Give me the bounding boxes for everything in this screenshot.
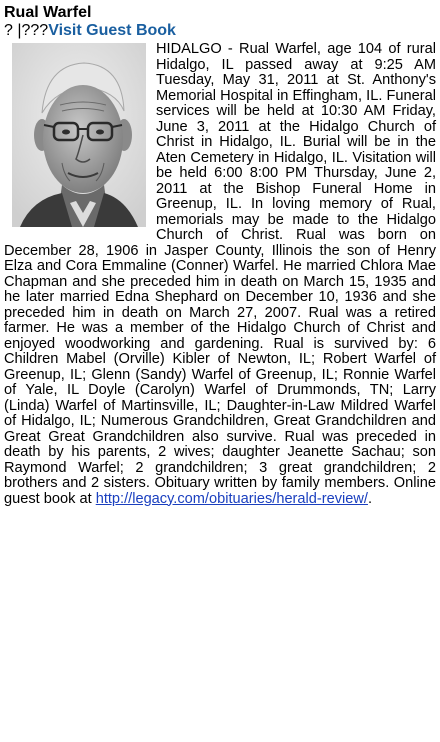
deceased-name: Rual Warfel: [4, 4, 92, 21]
obituary-body: HIDALGO - Rual Warfel, age 104 of rural Hidalgo, IL passed away at 9:25 AM Tuesday, May 31, 2011 at St. Anthony's Memorial Hospital in Effingham, IL. Funeral services will be held at 10:30 AM Friday, June 3, 2011 at the Hidalgo Church of Christ in Hidalgo, IL. Burial will be in the Aten Cemetery in Hidalgo, IL. Visitation will be held 6:00 8:00 PM Thursday, June 2, 2011 at the Bishop Funeral Home in Greenup, IL. In loving memory of Rual, memorials may be made to the Hidalgo Church of Christ. Rual was born on December 28, 1906 in Jasper County, Illinois the son of Henry Elza and Cora Emmaline (Conner) Warfel. He married Chlora Mae Chapman and she preceded him in death on March 15, 1935 and he later married Edna Shephard on December 10, 1936 and she preceded him in death on March 27, 2007. Rual was a retired farmer. He was a member of the Hidalgo Church of Christ and enjoyed woodworking and gardening. Rual is survived by: 6 Children Mabel (Orville) Kibler of Newton, IL; Robert Warfel of Greenup, IL; Glenn (Sandy) Warfel of Greenup, IL; Ronnie Warfel of Yale, IL Doyle (Carolyn) Warfel of Drummonds, TN; Larry (Linda) Warfel of Martinsville, IL; Daughter-in-Law Mildred Warfel of Hidalgo, IL; Numerous Grandchildren, Great Grandchildren and Great Great Grandchildren also survive. Rual was preceded in death by his parents, 2 wives; daughter Jeanette Sachau; son Raymond Warfel; 2 grandchildren; 3 great grandchildren; 2 brothers and 2 sisters. Obituary written by family members. Online guest book at: [4, 41, 436, 507]
guestbook-prefix: ? |???: [4, 22, 49, 39]
legacy-guestbook-link[interactable]: http://legacy.com/obituaries/herald-review/: [95, 490, 368, 507]
portrait-photo: [12, 43, 146, 227]
visit-guest-book-link[interactable]: Visit Guest Book: [48, 22, 176, 39]
obituary-trailing: .: [367, 490, 373, 507]
guestbook-line: [4, 22, 436, 40]
